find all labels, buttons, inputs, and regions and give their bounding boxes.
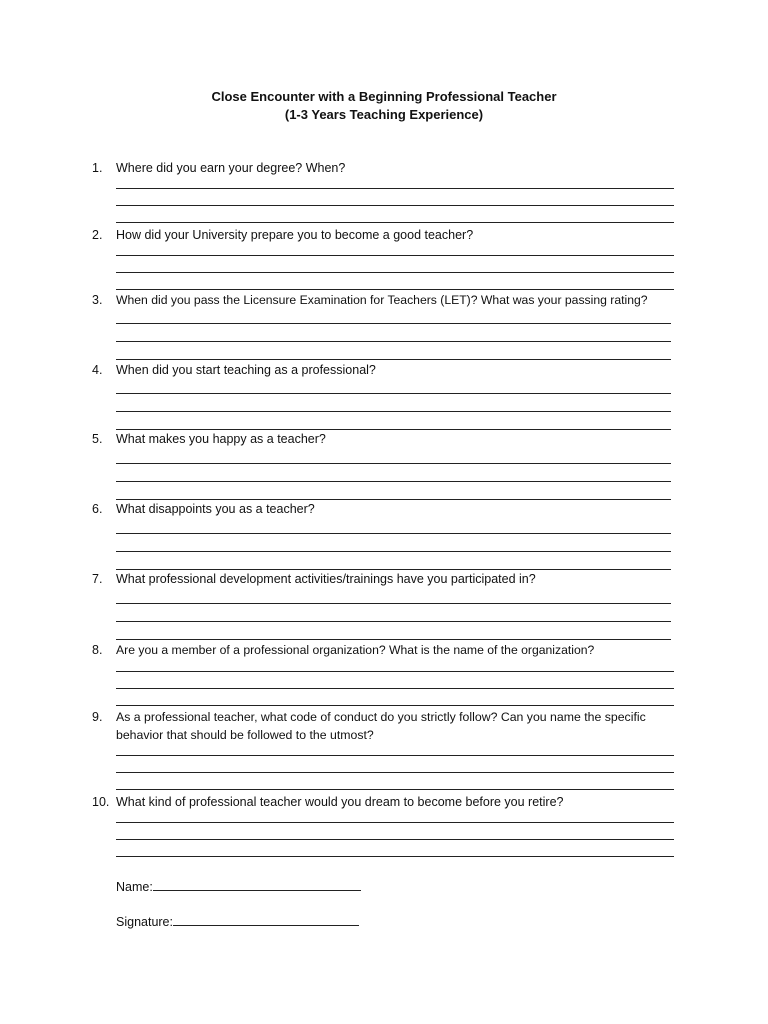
question-text: When did you start teaching as a professional? bbox=[116, 363, 376, 377]
page-title-line-2: (1-3 Years Teaching Experience) bbox=[284, 107, 484, 122]
question-number: 1. bbox=[92, 161, 103, 175]
signature-field[interactable] bbox=[173, 913, 359, 926]
answer-line[interactable] bbox=[116, 393, 671, 394]
answer-line[interactable] bbox=[116, 411, 671, 412]
question-text: What professional development activities/trainings have you participated in? bbox=[116, 572, 536, 586]
answer-line[interactable] bbox=[116, 755, 674, 756]
answer-line[interactable] bbox=[116, 463, 671, 464]
question-text: What makes you happy as a teacher? bbox=[116, 432, 326, 446]
answer-line[interactable] bbox=[116, 255, 674, 256]
answer-line[interactable] bbox=[116, 272, 674, 273]
name-row bbox=[116, 878, 361, 896]
answer-line[interactable] bbox=[116, 481, 671, 482]
answer-line[interactable] bbox=[116, 639, 671, 640]
answer-line[interactable] bbox=[116, 822, 674, 823]
answer-line[interactable] bbox=[116, 688, 674, 689]
answer-line[interactable] bbox=[116, 533, 671, 534]
question-number: 2. bbox=[92, 228, 103, 242]
question-text: Are you a member of a professional organization? What is the name of the organization? bbox=[116, 643, 595, 657]
question-number: 9. bbox=[92, 710, 103, 724]
question-text: Where did you earn your degree? When? bbox=[116, 161, 346, 175]
question-text: What disappoints you as a teacher? bbox=[116, 502, 315, 516]
answer-line[interactable] bbox=[116, 856, 674, 857]
answer-line[interactable] bbox=[116, 341, 671, 342]
question-text: As a professional teacher, what code of conduct do you strictly follow? Can you name the specific behavior that should be followed to the utmost? bbox=[116, 710, 646, 742]
answer-line[interactable] bbox=[116, 705, 674, 706]
answer-line[interactable] bbox=[116, 789, 674, 790]
signature-label: Signature: bbox=[116, 915, 173, 929]
answer-line[interactable] bbox=[116, 839, 674, 840]
question-number: 6. bbox=[92, 502, 103, 516]
signature-row bbox=[116, 913, 359, 931]
question-text: How did your University prepare you to become a good teacher? bbox=[116, 228, 474, 242]
answer-line[interactable] bbox=[116, 621, 671, 622]
answer-line[interactable] bbox=[116, 323, 671, 324]
answer-line[interactable] bbox=[116, 551, 671, 552]
question-number: 5. bbox=[92, 432, 103, 446]
answer-line[interactable] bbox=[116, 289, 674, 290]
answer-line[interactable] bbox=[116, 188, 674, 189]
question-text: When did you pass the Licensure Examination for Teachers (LET)? What was your passing rating? bbox=[116, 293, 648, 307]
question-number: 4. bbox=[92, 363, 103, 377]
answer-line[interactable] bbox=[116, 359, 671, 360]
answer-line[interactable] bbox=[116, 222, 674, 223]
answer-line[interactable] bbox=[116, 205, 674, 206]
question-number: 8. bbox=[92, 643, 103, 657]
answer-line[interactable] bbox=[116, 671, 674, 672]
question-number: 3. bbox=[92, 293, 103, 307]
name-field[interactable] bbox=[153, 878, 361, 891]
name-label: Name: bbox=[116, 880, 153, 894]
question-number: 10. bbox=[92, 795, 110, 809]
answer-line[interactable] bbox=[116, 603, 671, 604]
question-number: 7. bbox=[92, 572, 103, 586]
answer-line[interactable] bbox=[116, 772, 674, 773]
question-text: What kind of professional teacher would you dream to become before you retire? bbox=[116, 795, 564, 809]
page-title-line-1: Close Encounter with a Beginning Professional Teacher bbox=[211, 89, 557, 104]
